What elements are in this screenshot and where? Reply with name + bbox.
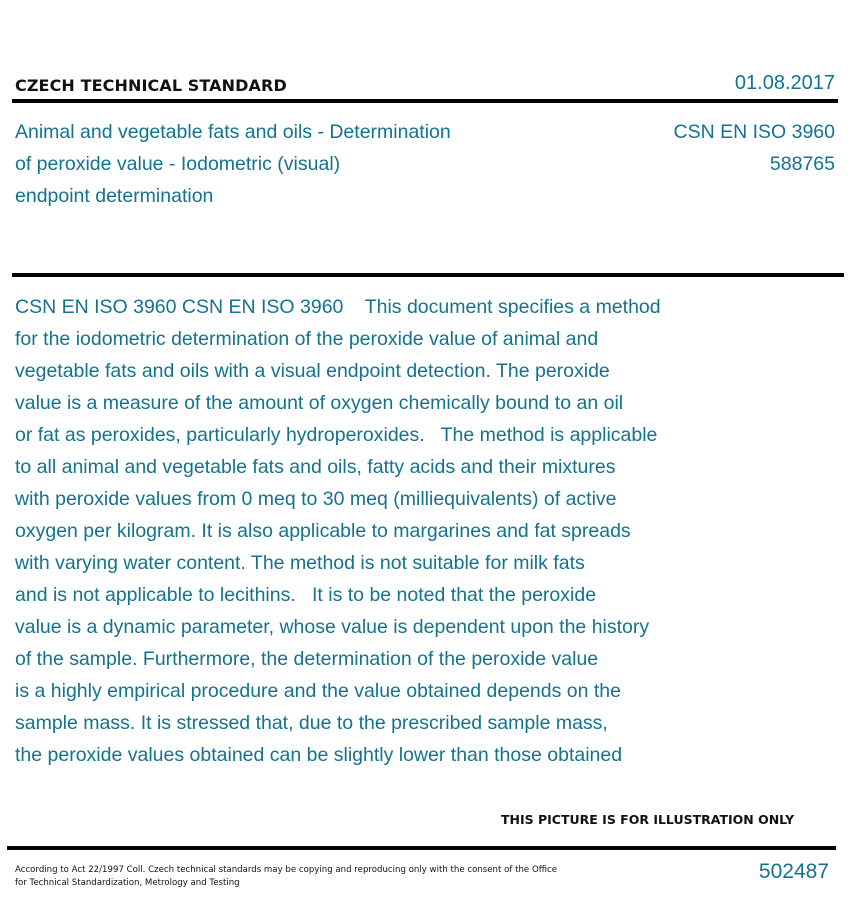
abstract-line: with varying water content. The method is not suitable for milk fats (15, 552, 585, 574)
abstract-line: CSN EN ISO 3960 CSN EN ISO 3960 This document specifies a method (15, 296, 661, 318)
abstract-line: with peroxide values from 0 meq to 30 meq (milliequivalents) of active (15, 488, 617, 510)
abstract-line: and is not applicable to lecithins. It is to be noted that the peroxide (15, 584, 597, 606)
abstract-line: sample mass. It is stressed that, due to the prescribed sample mass, (15, 712, 608, 734)
document-title-line: Animal and vegetable fats and oils - Determination (15, 121, 451, 143)
header-divider (12, 99, 838, 103)
document-identifiers (674, 116, 835, 180)
document-abstract (15, 291, 775, 771)
abstract-line: for the iodometric determination of the peroxide value of animal and (15, 328, 599, 350)
abstract-line: or fat as peroxides, particularly hydroperoxides. The method is applicable (15, 424, 658, 446)
abstract-line: vegetable fats and oils with a visual endpoint detection. The peroxide (15, 360, 610, 382)
abstract-line: is a highly empirical procedure and the value obtained depends on the (15, 680, 621, 702)
standard-type-label: CZECH TECHNICAL STANDARD (15, 76, 287, 95)
standard-number: CSN EN ISO 3960 (673, 121, 835, 143)
document-title-line: of peroxide value - Iodometric (visual) (15, 153, 341, 175)
abstract-line: value is a measure of the amount of oxygen chemically bound to an oil (15, 392, 624, 414)
legal-notice-line: According to Act 22/1997 Coll. Czech technical standards may be copying and reproducing only with the consent of the Office (15, 865, 558, 875)
footer-divider (7, 846, 836, 850)
abstract-line: the peroxide values obtained can be slightly lower than those obtained (15, 744, 623, 766)
abstract-line: of the sample. Furthermore, the determination of the peroxide value (15, 648, 599, 670)
document-title (15, 116, 535, 212)
abstract-line: value is a dynamic parameter, whose value is dependent upon the history (15, 616, 650, 638)
document-title-line: endpoint determination (15, 185, 214, 207)
footer-document-id: 502487 (758, 860, 829, 883)
abstract-line: to all animal and vegetable fats and oils, fatty acids and their mixtures (15, 456, 616, 478)
legal-notice-line: for Technical Standardization, Metrology and Testing (15, 878, 240, 888)
publication-date: 01.08.2017 (734, 72, 835, 94)
section-divider (12, 273, 844, 277)
legal-notice (15, 864, 615, 890)
catalog-number: 588765 (769, 153, 835, 175)
illustration-disclaimer: THIS PICTURE IS FOR ILLUSTRATION ONLY (501, 812, 795, 827)
abstract-line: oxygen per kilogram. It is also applicable to margarines and fat spreads (15, 520, 631, 542)
